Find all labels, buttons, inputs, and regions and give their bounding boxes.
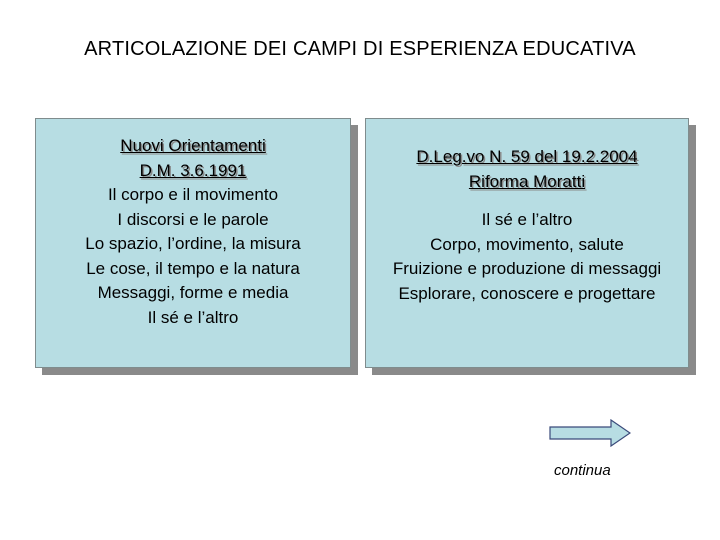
right-box-heading-line-2: Riforma Moratti <box>468 171 586 191</box>
left-box-item: Lo spazio, l’ordine, la misura <box>85 234 301 253</box>
left-box-item: Il sé e l’altro <box>147 307 239 327</box>
right-box-item: Corpo, movimento, salute <box>430 234 624 254</box>
left-box-item: Il corpo e il movimento <box>107 185 279 204</box>
continue-link[interactable]: continua <box>554 462 611 479</box>
spacer <box>366 194 688 208</box>
right-content-box <box>365 118 689 368</box>
left-box-item: I discorsi e le parole <box>117 209 269 229</box>
left-box-heading-line-2: D.M. 3.6.1991 <box>139 160 247 180</box>
left-content-box <box>35 118 351 368</box>
right-box-item: Esplorare, conoscere e progettare <box>398 283 656 303</box>
right-arrow-icon[interactable] <box>549 419 631 447</box>
right-box-heading-line-1: D.Leg.vo N. 59 del 19.2.2004 <box>416 147 638 166</box>
left-box-item: Le cose, il tempo e la natura <box>86 258 300 278</box>
slide-title: ARTICOLAZIONE DEI CAMPI DI ESPERIENZA EDUCATIVA <box>84 38 636 60</box>
left-box-heading-line-1: Nuovi Orientamenti <box>120 136 266 155</box>
right-box-item: Il sé e l’altro <box>481 210 573 229</box>
right-box-item: Fruizione e produzione di messaggi <box>392 259 662 278</box>
left-box-item: Messaggi, forme e media <box>97 283 289 302</box>
